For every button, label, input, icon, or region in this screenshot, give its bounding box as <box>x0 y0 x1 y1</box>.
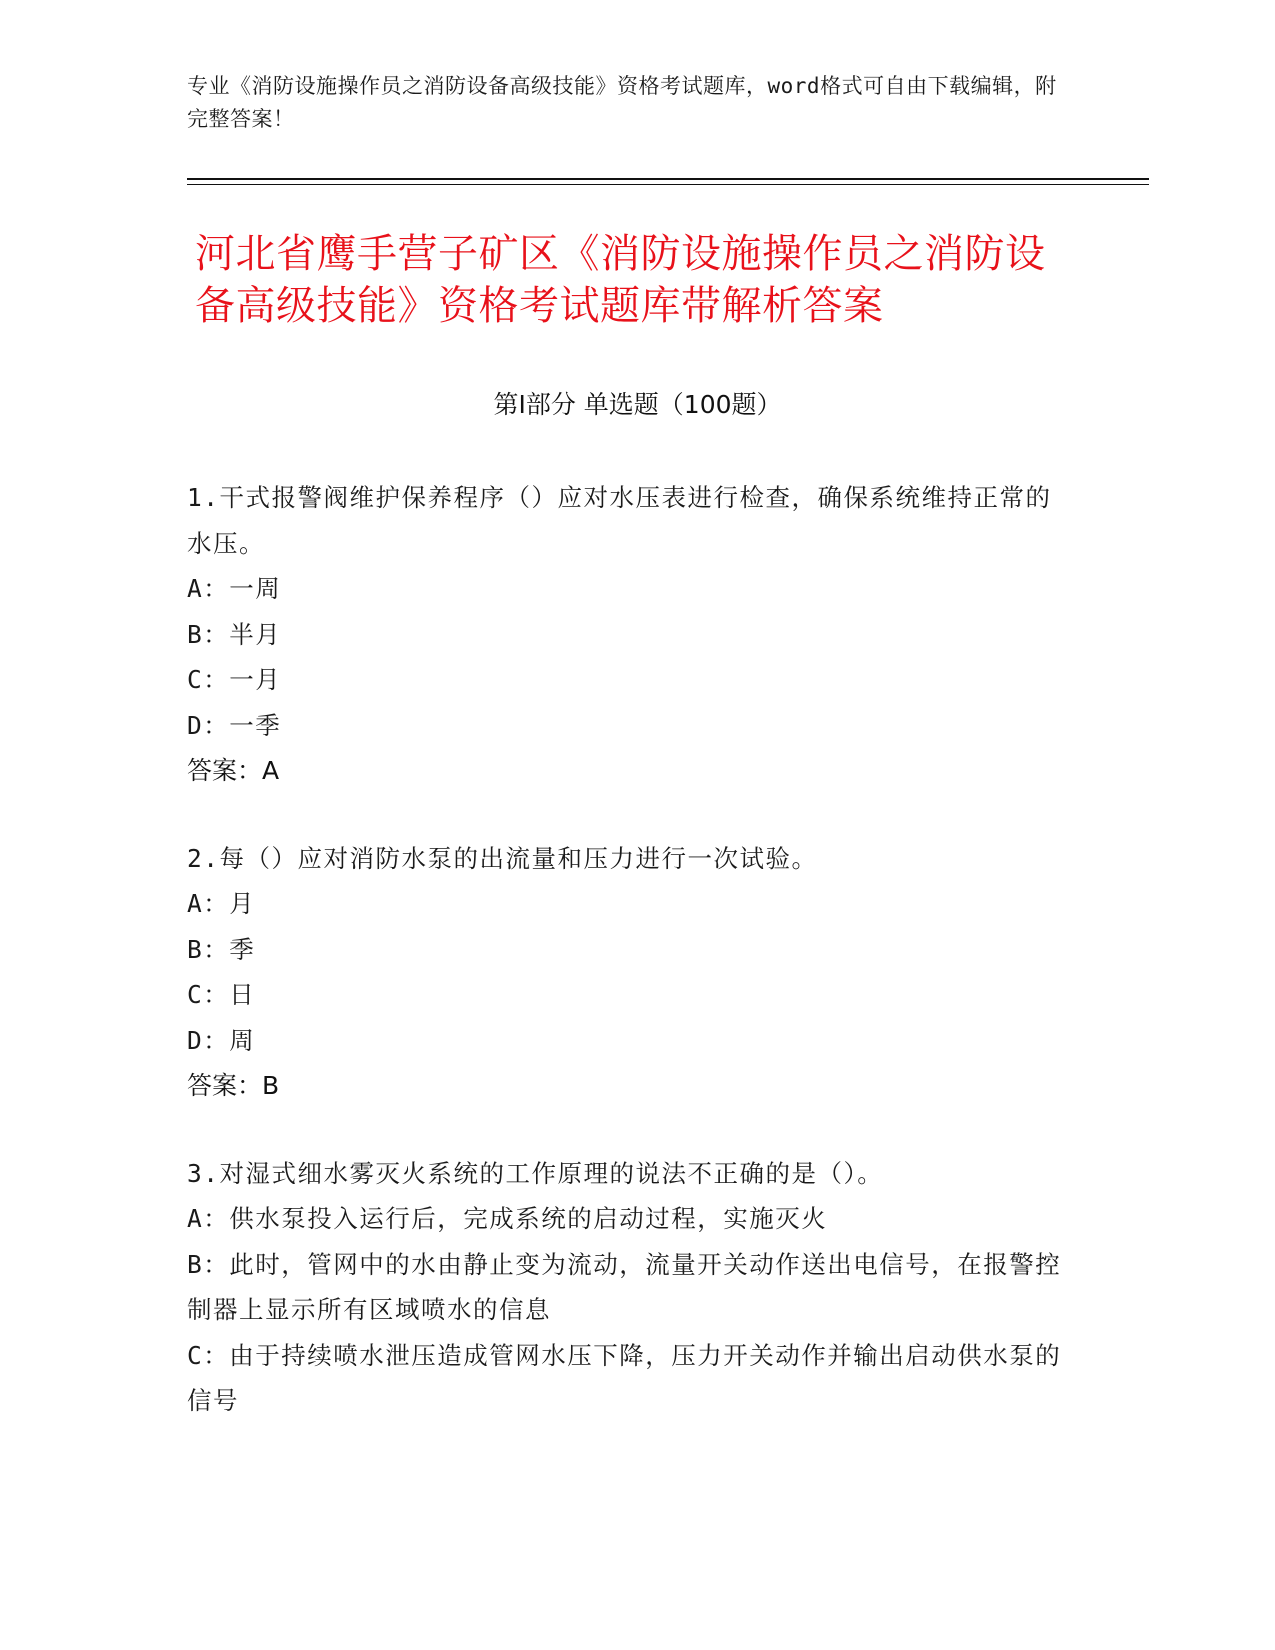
document-title: 河北省鹰手营子矿区《消防设施操作员之消防设备高级技能》资格考试题库带解析答案 <box>195 231 1046 329</box>
question-1 <box>187 475 1077 794</box>
option-b: B：此时，管网中的水由静止变为流动，流量开关动作送出电信号，在报警控制器上显示所有区域喷水的信息 <box>187 1249 1062 1324</box>
header-divider-thin <box>187 184 1149 185</box>
option-b: B：季 <box>187 934 256 964</box>
option-a: A：一周 <box>187 574 282 603</box>
question-2 <box>187 836 1077 1109</box>
section-heading: 第Ⅰ部分 单选题（100题） <box>493 390 782 419</box>
question-3 <box>187 1151 1077 1424</box>
answer-value: B <box>262 1071 280 1100</box>
question-list <box>187 475 1077 1466</box>
question-text: 3.对湿式细水雾灭火系统的工作原理的说法不正确的是（）。 <box>187 1158 884 1188</box>
question-text: 2.每（）应对消防水泵的出流量和压力进行一次试验。 <box>187 843 818 873</box>
answer-value: A <box>262 756 280 785</box>
option-b: B：半月 <box>187 619 282 649</box>
answer <box>187 1063 1077 1109</box>
option-a: A：月 <box>187 889 256 918</box>
option-d: D：周 <box>187 1025 256 1055</box>
answer-label: 答案： <box>187 756 263 785</box>
answer <box>187 748 1077 794</box>
header-divider-thick <box>187 178 1149 180</box>
option-d: D：一季 <box>187 710 282 740</box>
option-c: C：由于持续喷水泄压造成管网水压下降，压力开关动作并输出启动供水泵的信号 <box>187 1340 1062 1415</box>
option-c: C：一月 <box>187 665 282 694</box>
option-c: C：日 <box>187 980 256 1009</box>
header-note: 专业《消防设施操作员之消防设备高级技能》资格考试题库，word格式可自由下载编辑，附完整答案！ <box>187 74 1057 131</box>
question-text: 1.干式报警阀维护保养程序（）应对水压表进行检查，确保系统维持正常的水压。 <box>187 483 1052 558</box>
option-a: A：供水泵投入运行后，完成系统的启动过程，实施灭火 <box>187 1204 828 1233</box>
answer-label: 答案： <box>187 1071 263 1100</box>
